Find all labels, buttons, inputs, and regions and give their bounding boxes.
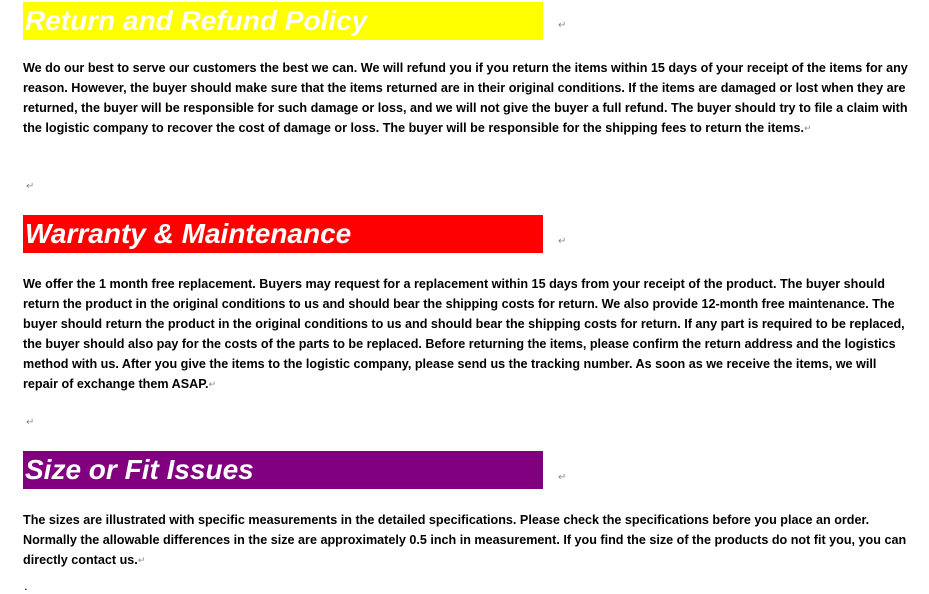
paragraph-mark-icon: ↵ — [137, 556, 146, 566]
trailing-period: . — [24, 578, 28, 593]
paragraph-mark-icon: ↵ — [26, 181, 35, 192]
warranty-heading: Warranty & Maintenance — [23, 215, 543, 253]
return-policy-heading: Return and Refund Policy — [23, 2, 543, 40]
size-fit-body: The sizes are illustrated with specific measurements in the detailed specifications. Please check the specifications before you place an order. Normally the allowable differences in the size are approximately 0.5 inch in measurement. If you find the size of the products do not fit you, you can directly contact us. — [23, 513, 907, 567]
return-policy-body: We do our best to serve our customers the best we can. We will refund you if you return the items within 15 days of your receipt of the items for any reason. However, the buyer should make sure that the items returned are in their original conditions. If the items are damaged or lost when they are returned, the buyer will be responsible for such damage or loss, and we will not give the buyer a full refund. The buyer should try to file a claim with the logistic company to recover the cost of damage or loss. The buyer will be responsible for the shipping fees to return the items. — [23, 61, 908, 135]
paragraph-mark-icon: ↵ — [803, 124, 812, 134]
paragraph-mark-icon: ↵ — [208, 380, 217, 390]
warranty-body: We offer the 1 month free replacement. Buyers may request for a replacement within 15 days from your receipt of the product. The buyer should return the product in the original conditions to us and should bear the shipping costs for return. We also provide 12-month free maintenance. The buyer should return the product in the original conditions to us and should bear the shipping costs for return. If any part is required to be replaced, the buyer should also pay for the costs of the parts to be replaced. Before returning the items, please confirm the return address and the logistics method with us. After you give the items to the logistic company, please send us the tracking number. As soon as we receive the items, we will repair of exchange them ASAP. — [23, 277, 905, 391]
size-fit-text — [23, 510, 909, 571]
paragraph-mark-icon: ↵ — [558, 472, 567, 483]
paragraph-mark-icon: ↵ — [558, 20, 567, 31]
paragraph-mark-icon: ↵ — [558, 236, 567, 247]
warranty-text — [23, 274, 909, 395]
size-fit-heading: Size or Fit Issues — [23, 451, 543, 489]
paragraph-mark-icon: ↵ — [26, 417, 35, 428]
return-policy-text — [23, 58, 909, 139]
